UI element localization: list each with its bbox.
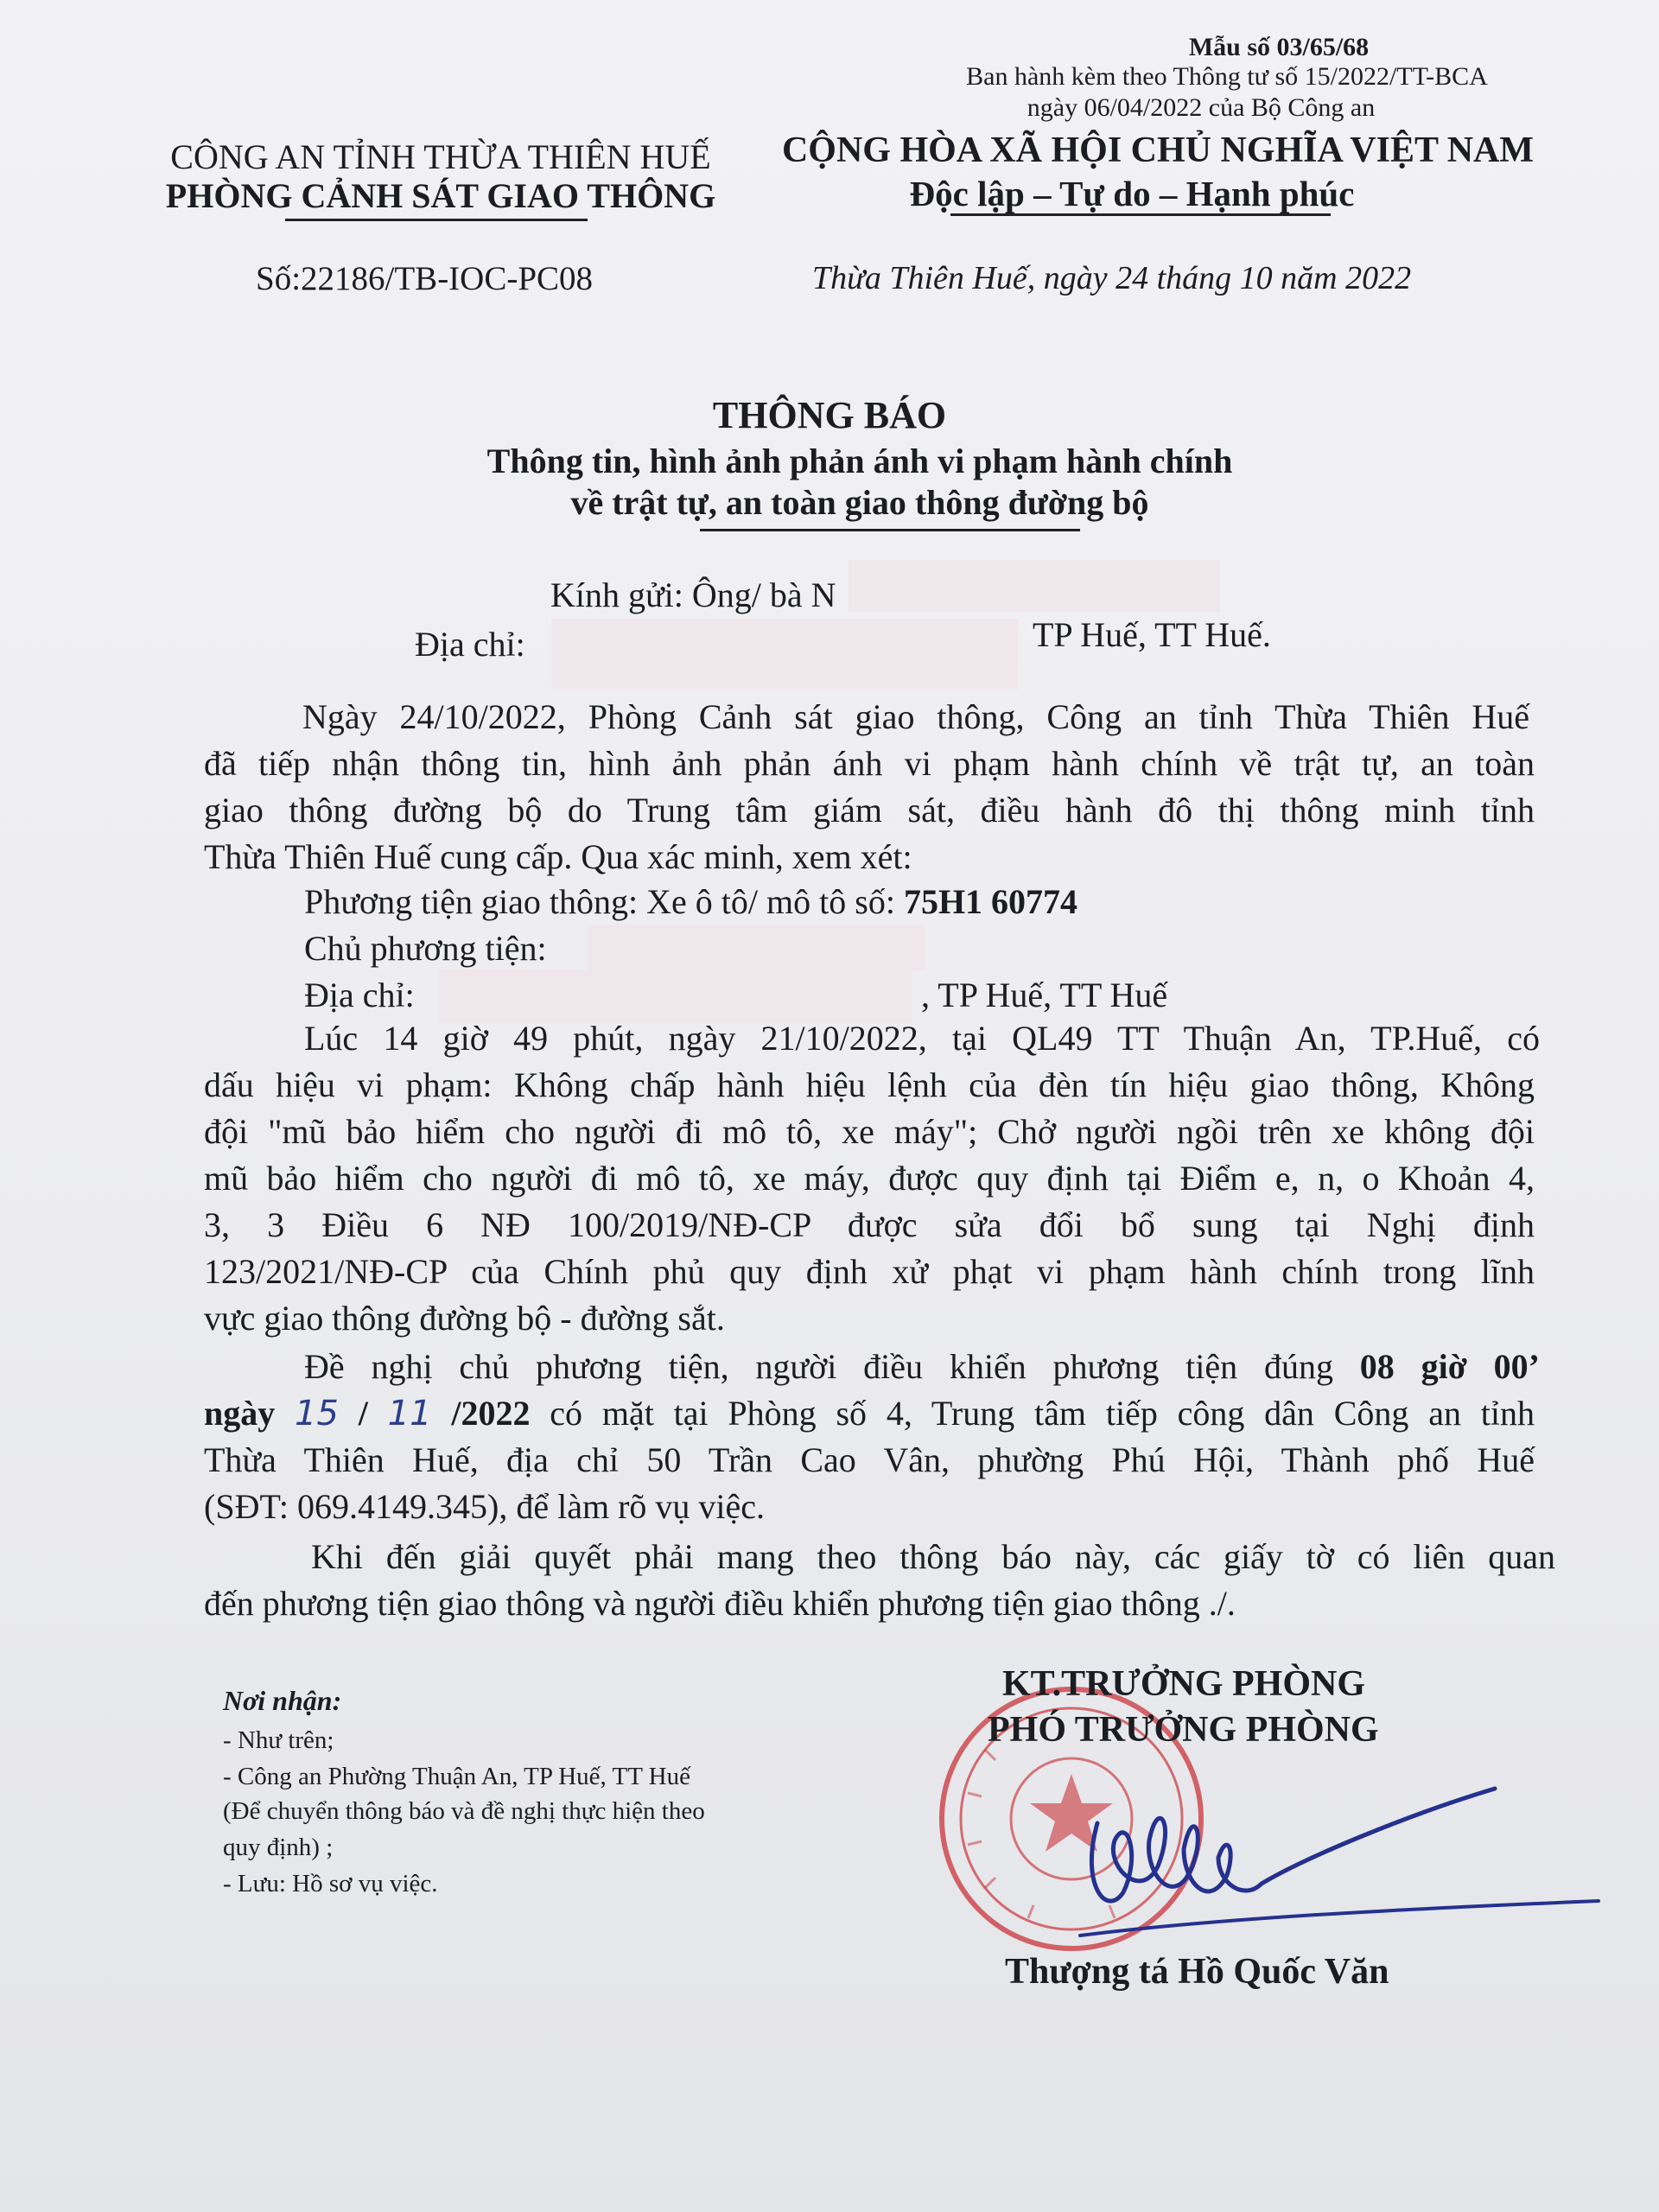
address-label: Địa chỉ: [415,625,525,664]
vehicle-line [304,881,1077,922]
republic-title: CỘNG HÒA XÃ HỘI CHỦ NGHĨA VIỆT NAM [781,130,1535,170]
handwritten-month: 11 [387,1394,432,1433]
address-value: TP Huế, TT Huế. [1033,615,1271,654]
department-underline [285,219,588,221]
paragraph4-line: đến phương tiện giao thông và người điều khiển phương tiện giao thông ./. [204,1584,1236,1623]
form-code: Mẫu số 03/65/68 [1188,33,1370,61]
owner-address-value: , TP Huế, TT Huế [921,976,1168,1014]
redacted-address-block [551,619,1018,690]
recipient-item: (Để chuyển thông báo và đề nghị thực hiện theo [223,1797,705,1825]
place-and-date: Thừa Thiên Huế, ngày 24 tháng 10 năm 2022 [812,260,1412,296]
paragraph2-line: Lúc 14 giờ 49 phút, ngày 21/10/2022, tại QL49 TT Thuận An, TP.Huế, có [304,1019,1540,1058]
paragraph2-line: dấu hiệu vi phạm: Không chấp hành hiệu lệnh của đèn tín hiệu giao thông, Không [204,1065,1535,1104]
document-title: THÔNG BÁO [712,394,947,436]
redacted-owner-block [588,925,925,971]
recipients-title: Nơi nhận: [223,1685,342,1716]
handwritten-day: 15 [295,1394,339,1433]
signer-name: Thượng tá Hồ Quốc Văn [1005,1952,1389,1992]
owner-address-label: Địa chỉ: [304,976,415,1014]
paragraph1-line: Thừa Thiên Huế cung cấp. Qua xác minh, xem xét: [204,837,912,876]
paragraph3-line: Thừa Thiên Huế, địa chỉ 50 Trần Cao Vân, phường Phú Hội, Thành phố Huế [204,1440,1535,1479]
document-subtitle-line1: Thông tin, hình ảnh phản ánh vi phạm hành chính [486,442,1233,480]
recipient-item: - Lưu: Hồ sơ vụ việc. [223,1870,438,1897]
paragraph4-line: Khi đến giải quyết phải mang theo thông báo này, các giấy tờ có liên quan [311,1537,1555,1576]
paragraph1-line: đã tiếp nhận thông tin, hình ảnh phản ánh vi phạm hành chính về trật tự, an toàn [204,744,1535,783]
paragraph3-line [304,1346,1540,1387]
appointment-day-label: ngày [204,1394,296,1433]
paragraph2-line: mũ bảo hiểm cho người đi mô tô, xe máy, được quy định tại Điểm e, n, o Khoản 4, [204,1159,1535,1198]
paragraph1-line: Ngày 24/10/2022, Phòng Cảnh sát giao thông, Công an tỉnh Thừa Thiên Huế [302,697,1529,736]
appointment-year: /2022 [431,1394,531,1433]
request-text: Đề nghị chủ phương tiện, người điều khiển phương tiện đúng [304,1347,1360,1386]
paragraph3-line: (SĐT: 069.4149.345), để làm rõ vụ việc. [204,1487,766,1526]
form-issued-date: ngày 06/04/2022 của Bộ Công an [1027,93,1376,122]
paragraph2-line: vực giao thông đường bộ - đường sắt. [204,1299,725,1338]
document-subtitle-line2: về trật tự, an toàn giao thông đường bộ [570,483,1149,522]
recipient-item: - Công an Phường Thuận An, TP Huế, TT Huế [223,1763,690,1790]
paragraph3-line [204,1393,1535,1433]
agency-name: CÔNG AN TỈNH THỪA THIÊN HUẾ [170,137,711,176]
subtitle-underline [700,529,1080,531]
handwritten-signature [1046,1763,1607,1961]
appointment-time: 08 giờ 00’ [1359,1347,1540,1386]
paragraph2-line: đội "mũ bảo hiểm cho người đi mô tô, xe máy"; Chở người ngồi trên xe không đội [204,1112,1535,1151]
paragraph1-line: giao thông đường bộ do Trung tâm giám sát, điều hành đô thị thông minh tỉnh [204,791,1535,830]
national-motto: Độc lập – Tự do – Hạnh phúc [909,174,1355,213]
document-number: Số:22186/TB-IOC-PC08 [256,260,594,297]
paragraph2-line: 3, 3 Điều 6 NĐ 100/2019/NĐ-CP được sửa đổi bổ sung tại Nghị định [204,1205,1535,1244]
vehicle-plate: 75H1 60774 [903,882,1078,921]
signer-title-line2: PHÓ TRƯỞNG PHÒNG [988,1710,1379,1750]
department-name: PHÒNG CẢNH SÁT GIAO THÔNG [165,176,716,215]
recipient-item: - Như trên; [223,1726,334,1754]
redacted-owner-address-block [439,969,912,1023]
vehicle-label: Phương tiện giao thông: Xe ô tô/ mô tô số: [304,882,904,921]
recipient-item: quy định) ; [223,1834,334,1861]
form-issued-note: Ban hành kèm theo Thông tư số 15/2022/TT-BCA [966,62,1488,91]
redacted-name-block [849,560,1220,612]
motto-underline [950,213,1331,216]
signer-title-line1: KT.TRƯỞNG PHÒNG [1002,1664,1365,1704]
owner-label: Chủ phương tiện: [304,929,547,968]
appointment-place: có mặt tại Phòng số 4, Trung tâm tiếp công dân Công an tỉnh [530,1394,1535,1433]
date-separator: / [338,1394,388,1433]
paragraph2-line: 123/2021/NĐ-CP của Chính phủ quy định xử phạt vi phạm hành chính trong lĩnh [204,1252,1535,1291]
addressee-line: Kính gửi: Ông/ bà N [550,575,836,614]
